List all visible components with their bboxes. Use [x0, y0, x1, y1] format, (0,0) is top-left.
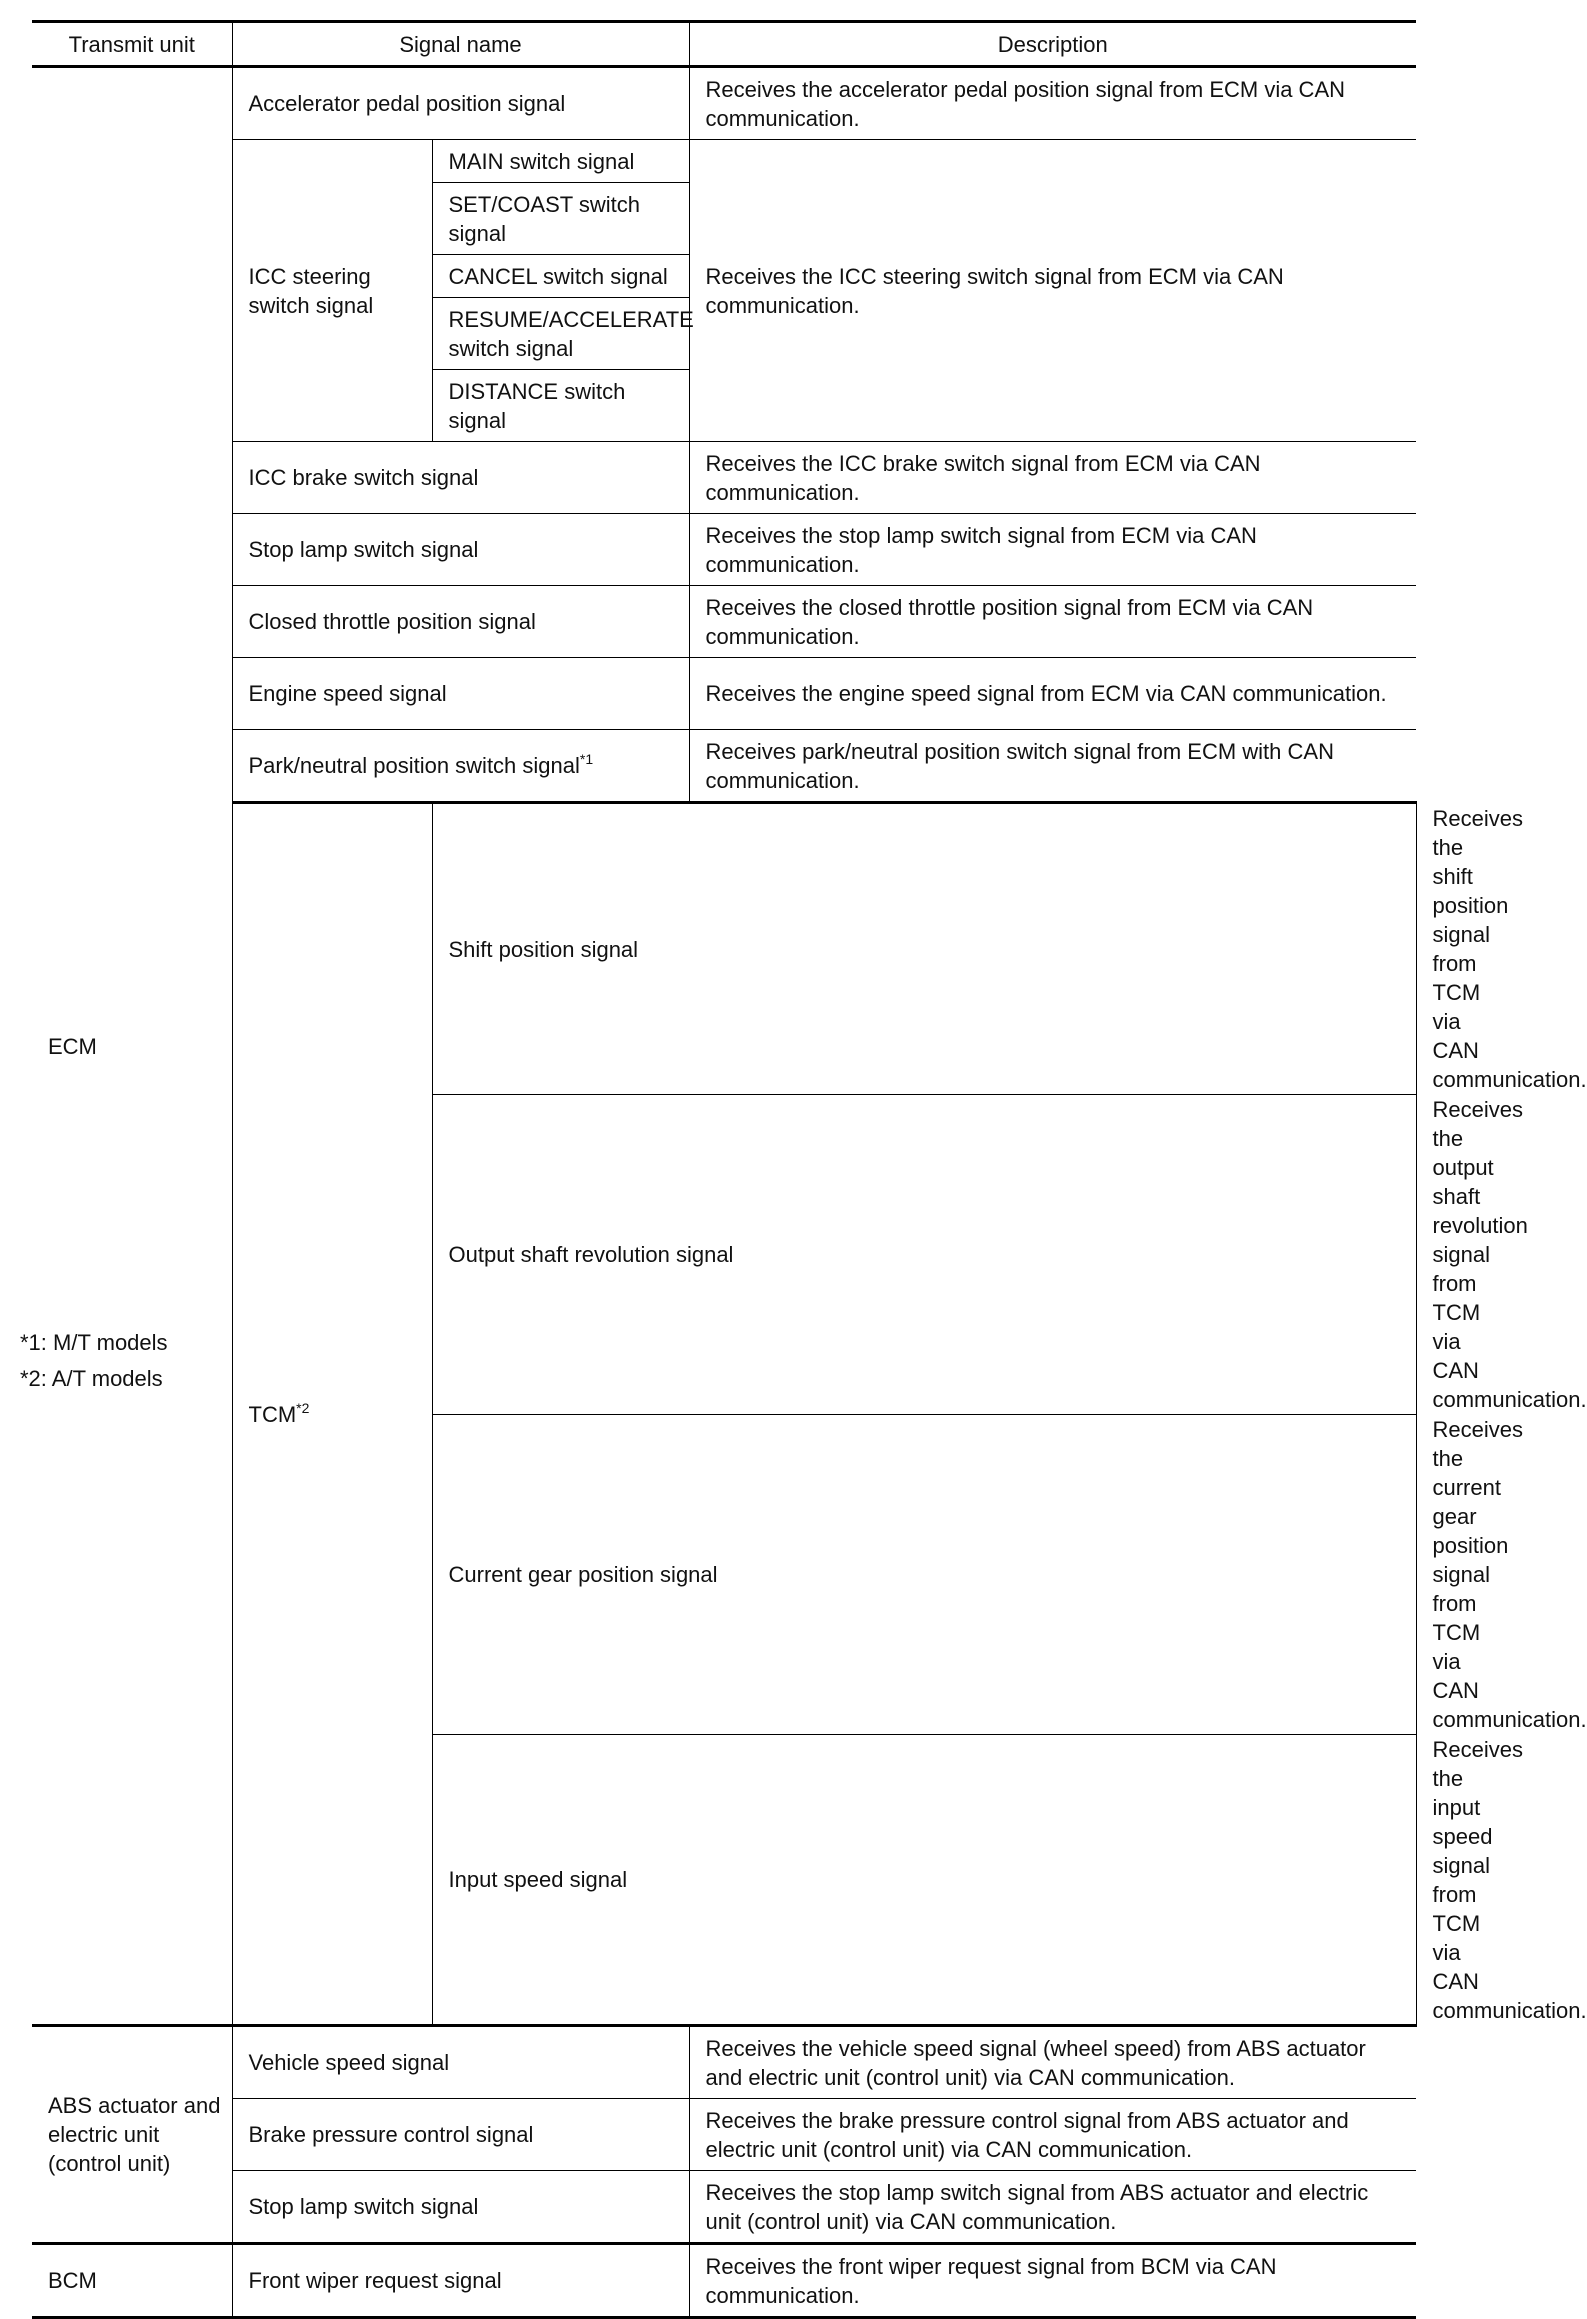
signal-name: ICC brake switch signal [232, 442, 689, 514]
sub-signal-name: DISTANCE switch signal [432, 370, 689, 442]
signal-description: Receives the accelerator pedal position signal from ECM via CAN communication. [689, 67, 1416, 140]
can-signal-table [32, 20, 1587, 2319]
table-row: Current gear position signal Receives the current gear position signal from TCM via CAN communication. [32, 1415, 1416, 1735]
sub-signal-name: MAIN switch signal [432, 140, 689, 183]
signal-name-text: Park/neutral position switch signal [248, 753, 580, 778]
table-row [32, 2171, 1416, 2244]
footnote-marker: *2 [296, 1399, 310, 1416]
footnote-1: *1: M/T models [20, 1330, 168, 1355]
unit-ecm: ECM [32, 67, 232, 2026]
signal-name: Input speed signal [432, 1735, 1416, 2026]
sub-signal-name: CANCEL switch signal [432, 255, 689, 298]
signal-description: Receives the ICC steering switch signal from ECM via CAN communication. [689, 140, 1416, 442]
signal-description: Receives the vehicle speed signal (wheel speed) from ABS actuator and electric unit (control unit) via CAN communication. [689, 2026, 1416, 2099]
table-row: TCM$^{*2}$ Shift position signal Receives the shift position signal from TCM via CAN communication. [32, 803, 1416, 1095]
signal-description: Receives the stop lamp switch signal from ECM via CAN communication. [689, 514, 1416, 586]
signal-description: Receives the front wiper request signal from BCM via CAN communication. [689, 2244, 1416, 2318]
table-row [32, 658, 1416, 730]
signal-name: Shift position signal [432, 803, 1416, 1095]
table-row [32, 442, 1416, 514]
signal-name: Brake pressure control signal [232, 2099, 689, 2171]
table-row [32, 2026, 1416, 2099]
signal-description: Receives the ICC brake switch signal from ECM via CAN communication. [689, 442, 1416, 514]
table-row: Input speed signal Receives the input speed signal from TCM via CAN communication. [32, 1735, 1416, 2026]
signal-description: Receives the engine speed signal from ECM via CAN communication. [689, 658, 1416, 730]
table-row: Output shaft revolution signal Receives the output shaft revolution signal from TCM via CAN communication. [32, 1095, 1416, 1415]
table-row [32, 514, 1416, 586]
signal-name: Closed throttle position signal [232, 586, 689, 658]
signal-name: Front wiper request signal [232, 2244, 689, 2318]
header-transmit-unit: Transmit unit [32, 22, 232, 67]
signal-name [232, 730, 689, 803]
signal-description: Receives park/neutral position switch signal from ECM with CAN communication. [689, 730, 1416, 803]
table-row [32, 730, 1416, 803]
footnote-2: *2: A/T models [20, 1366, 163, 1391]
signal-name: Accelerator pedal position signal [232, 67, 689, 140]
header-description: Description [689, 22, 1416, 67]
signal-description: Receives the brake pressure control signal from ABS actuator and electric unit (control unit) via CAN communication. [689, 2099, 1416, 2171]
unit-name-text: TCM [248, 1401, 297, 1427]
signal-name: Engine speed signal [232, 658, 689, 730]
signal-name: Output shaft revolution signal [432, 1095, 1416, 1415]
unit-tcm [232, 803, 432, 2026]
table-row [32, 67, 1416, 140]
signal-name: ICC steering switch signal [232, 140, 432, 442]
signal-description: Receives the closed throttle position signal from ECM via CAN communication. [689, 586, 1416, 658]
header-row [32, 22, 1416, 67]
sub-signal-name: RESUME/ACCELERATE switch signal [432, 298, 689, 370]
signal-name: Current gear position signal [432, 1415, 1416, 1735]
table-row [32, 2099, 1416, 2171]
signal-name: Stop lamp switch signal [232, 2171, 689, 2244]
table-row [32, 2244, 1416, 2318]
sub-signal-name: SET/COAST switch signal [432, 183, 689, 255]
unit-abs: ABS actuator and electric unit (control unit) [32, 2026, 232, 2244]
table-row [32, 586, 1416, 658]
signal-name: Vehicle speed signal [232, 2026, 689, 2099]
header-signal-name: Signal name [232, 22, 689, 67]
footnote-marker: *1 [579, 751, 594, 767]
table-row [32, 140, 1416, 183]
signal-description: Receives the stop lamp switch signal from ABS actuator and electric unit (control unit) via CAN communication. [689, 2171, 1416, 2244]
signal-name: Stop lamp switch signal [232, 514, 689, 586]
unit-bcm: BCM [32, 2244, 232, 2318]
